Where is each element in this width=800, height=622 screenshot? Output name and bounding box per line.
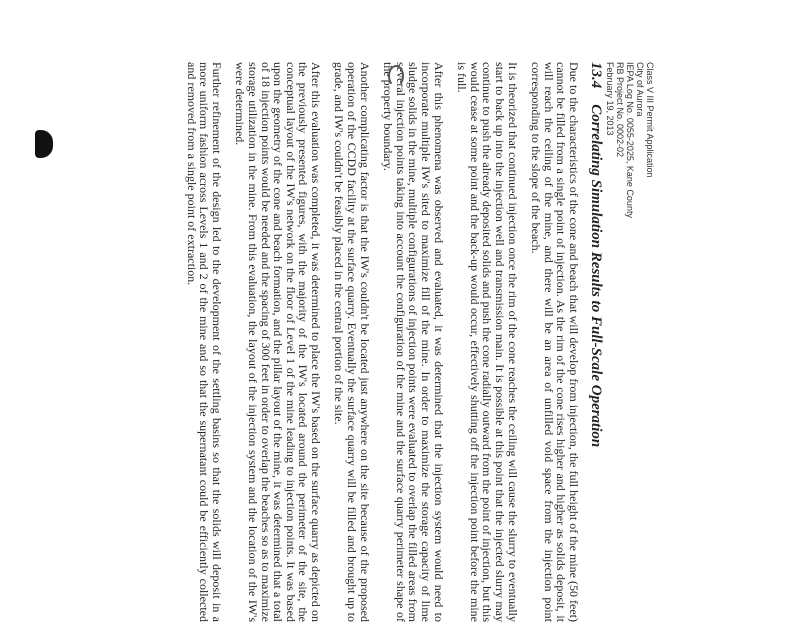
paragraph: Another complicating factor is that the IW's couldn't be located just anywhere on the site because of the proposed operation of the CCDD facility at the surface quarry. Eventually the surface quarry will be filled and brought up to grade, and IW's couldn't be feasibly placed in the central portion of the site. <box>332 62 372 622</box>
paragraph: After this phenomena was observed and evaluated, it was determined that the injection system would need to incorporate multiple IW's sited to maximize fill of the mine. In order to maximize the storage capacity of lime sludge solids in the mine, multiple configurations of injection points were evaluated to overlap the filled areas from several injection points taking into account the configuration of the mine and the surface quarry perimeter shape of the property boundary. <box>381 62 446 622</box>
scan-artifact-mark <box>35 130 53 158</box>
body-text <box>174 62 580 622</box>
paragraph: It is theorized that continued injection once the rim of the cone reaches the ceiling will cause the slurry to eventually start to back up into the injection well and transmission main. It is possible at this point that the injected slurry may continue to push the already deposited solids and push the cone radially outward from the point of injection, but this would cease at some point and the back-up would occur, effectively shutting off the injection point before the mine is full. <box>455 62 520 622</box>
paragraph: Further refinement of the design led to the development of the settling basins so that the solids will deposit in a more uniform fashion across Levels 1 and 2 of the mine and so that the supernatant could be efficiently collected and removed from a single point of extraction. <box>184 62 224 622</box>
paragraph: Due to the characteristics of the cone and beach that will develop from injection, the full height of the mine (50 feet) cannot be filled from a single point of injection. As the rim of the cone rises higher and higher as solids deposit, it will reach the ceiling of the mine, and there will be an area of unfilled void space from the injection point corresponding to the slope of the beach. <box>529 62 581 622</box>
header-line: IEPA Log No. 0055-2025, Kane County <box>625 62 635 218</box>
header-line: February 19, 2013 <box>605 62 615 136</box>
section-number: 13.4 <box>588 62 604 89</box>
header-line: Class V III Permit Application <box>645 62 655 178</box>
header-line: RB Project No. 0002-02 <box>615 62 625 158</box>
document-header <box>605 62 655 218</box>
section-heading <box>587 62 604 622</box>
section-title-text: Correlating Simulation Results to Full-Scale Operation <box>588 104 604 448</box>
header-line: City of Aurora <box>635 62 645 117</box>
binder-punch-mark <box>388 65 404 87</box>
paragraph: After this evaluation was completed, it was determined to place the IW's based on the surface quarry as depicted on the previously presented figures, with the majority of the IW's located around the perimeter of the site, the conceptual layout of the IW's network on the floor of Level 1 of the mine leading to injection points. It was based upon the geometry of the cone and beach formation, and the pillar layout of the mine, it was determined that a total of 18 injection points would be needed and the spacing of 300 feet in order to overlap the beaches so as to maximize storage utilization in the mine. From this evaluation, the layout of the injection system and the location of the IW's were determined. <box>233 62 323 622</box>
